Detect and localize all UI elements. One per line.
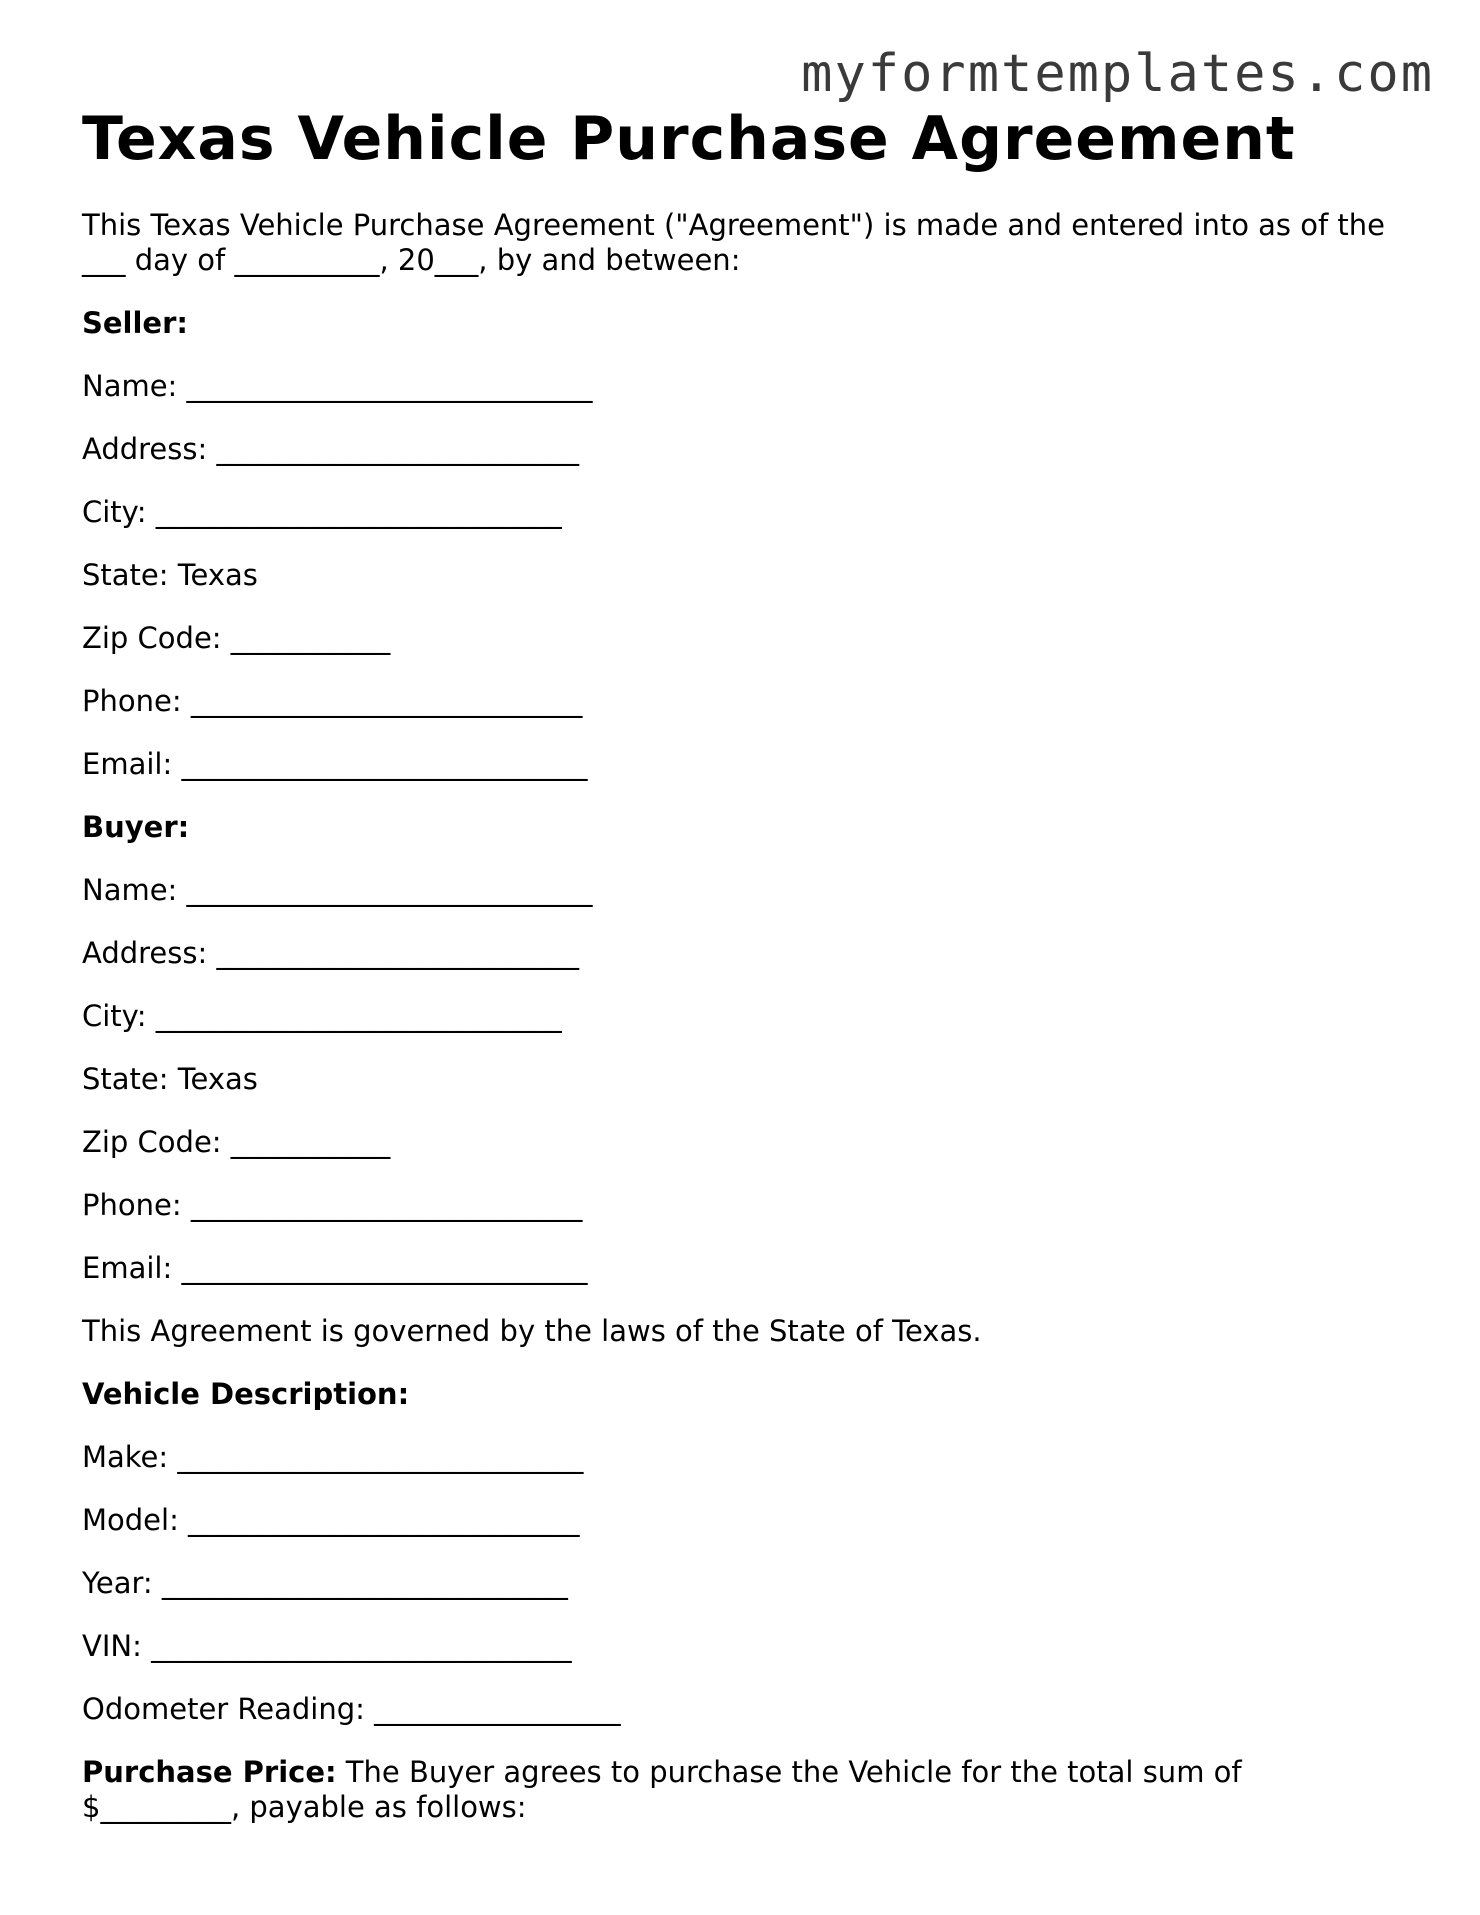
vehicle-heading: Vehicle Description: bbox=[82, 1377, 410, 1411]
purchase-price-paragraph bbox=[82, 1755, 1402, 1825]
vehicle-make-field: Make: ____________________________ bbox=[82, 1440, 584, 1474]
governing-law-statement: This Agreement is governed by the laws of the State of Texas. bbox=[82, 1314, 982, 1348]
purchase-price-text: The Buyer agrees to purchase the Vehicle for the total sum of $_________, payable as follows: bbox=[82, 1755, 1242, 1824]
vehicle-vin-field: VIN: _____________________________ bbox=[82, 1629, 572, 1663]
vehicle-year-field: Year: ____________________________ bbox=[82, 1566, 568, 1600]
buyer-state-field: State: Texas bbox=[82, 1062, 258, 1096]
vehicle-odometer-field: Odometer Reading: _________________ bbox=[82, 1692, 621, 1726]
seller-zip-field: Zip Code: ___________ bbox=[82, 621, 391, 655]
buyer-email-field: Email: ____________________________ bbox=[82, 1251, 588, 1285]
buyer-name-field: Name: ____________________________ bbox=[82, 873, 593, 907]
buyer-address-field: Address: _________________________ bbox=[82, 936, 579, 970]
page-title: Texas Vehicle Purchase Agreement bbox=[82, 104, 1296, 174]
seller-name-field: Name: ____________________________ bbox=[82, 369, 593, 403]
site-watermark: myformtemplates.com bbox=[801, 44, 1434, 104]
seller-phone-field: Phone: ___________________________ bbox=[82, 684, 583, 718]
purchase-price-label: Purchase Price: bbox=[82, 1755, 337, 1789]
seller-heading: Seller: bbox=[82, 306, 189, 340]
vehicle-model-field: Model: ___________________________ bbox=[82, 1503, 580, 1537]
seller-state-field: State: Texas bbox=[82, 558, 258, 592]
seller-address-field: Address: _________________________ bbox=[82, 432, 579, 466]
seller-email-field: Email: ____________________________ bbox=[82, 747, 588, 781]
intro-paragraph: This Texas Vehicle Purchase Agreement ("Agreement") is made and entered into as of the ___ day of __________, 20___, by and between: bbox=[82, 208, 1386, 277]
buyer-zip-field: Zip Code: ___________ bbox=[82, 1125, 391, 1159]
buyer-phone-field: Phone: ___________________________ bbox=[82, 1188, 583, 1222]
buyer-heading: Buyer: bbox=[82, 810, 190, 844]
seller-city-field: City: ____________________________ bbox=[82, 495, 562, 529]
buyer-city-field: City: ____________________________ bbox=[82, 999, 562, 1033]
document-body bbox=[82, 208, 1402, 1825]
